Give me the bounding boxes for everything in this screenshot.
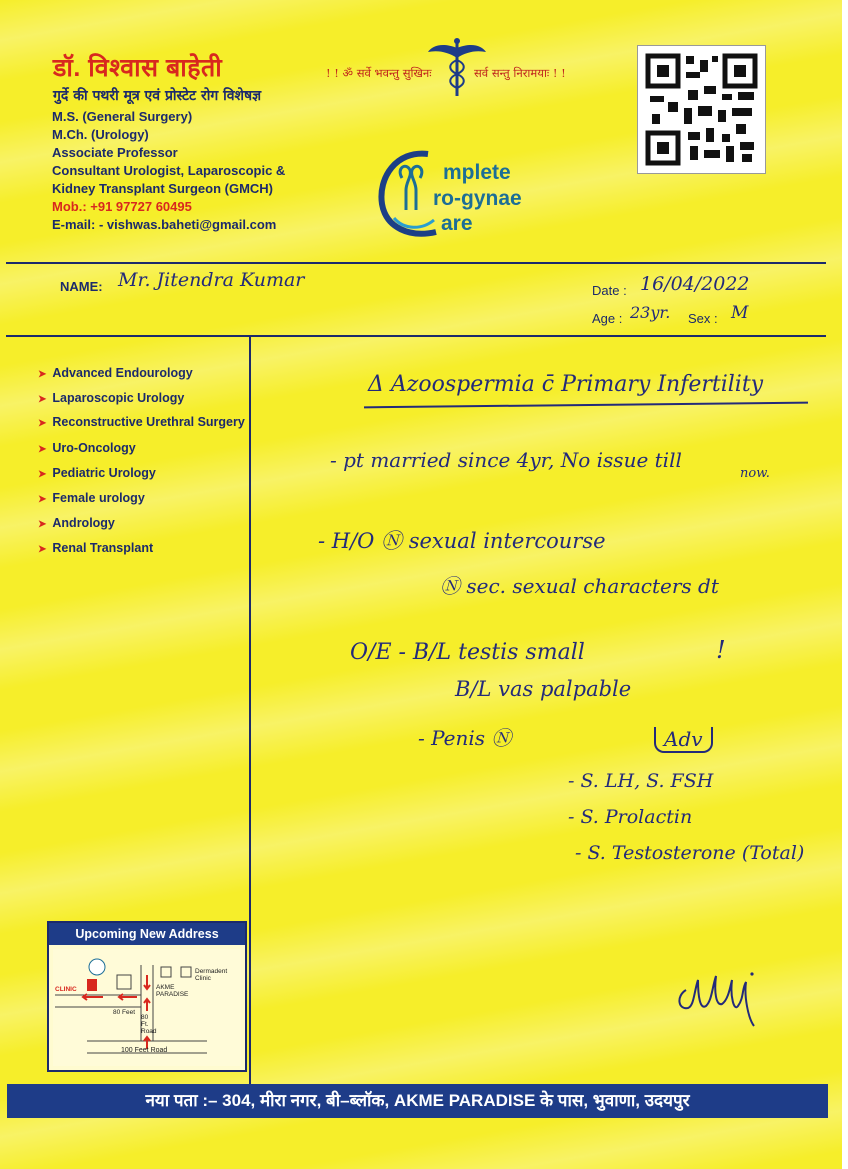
doctor-specialty-hindi: गुर्दे की पथरी मूत्र एवं प्रोस्टेट रोग विशेषज्ञ	[53, 88, 262, 104]
qualification-ms: M.S. (General Surgery)	[52, 109, 193, 124]
transplant-line: Kidney Transplant Surgeon (GMCH)	[52, 181, 274, 196]
doctor-name: डॉ. विश्वास बाहेती	[53, 54, 223, 82]
qr-code	[637, 45, 766, 174]
arrow-icon: ➤	[38, 444, 47, 455]
mobile-number: Mob.: +91 97727 60495	[52, 199, 192, 214]
qualification-mch: M.Ch. (Urology)	[52, 127, 149, 142]
service-item: ➤ Advanced Endourology	[38, 366, 193, 380]
upcoming-address-box	[47, 921, 247, 1072]
arrow-icon: ➤	[38, 519, 47, 530]
mantra-left: ! ! ॐ सर्वे भवन्तु सुखिनः	[326, 66, 432, 80]
logo-text-complete: mplete	[443, 161, 511, 184]
service-item: ➤ Reconstructive Urethral Surgery	[38, 415, 245, 429]
map-label-100feet: 100 Feet Road	[121, 1047, 168, 1054]
service-item: ➤ Laparoscopic Urology	[38, 391, 185, 405]
service-item: ➤ Pediatric Urology	[38, 466, 156, 480]
note-advice-lh-fsh: - S. LH, S. FSH	[568, 770, 714, 792]
sex-value: M	[731, 303, 749, 323]
age-value: 23yr.	[630, 303, 671, 322]
note-oe-testis: O/E - B/L testis small	[350, 640, 585, 665]
caduceus-icon	[426, 36, 488, 98]
date-label: Date :	[592, 283, 627, 298]
logo-text-care: are	[441, 212, 473, 235]
sex-label: Sex :	[688, 311, 718, 326]
service-item: ➤ Andrology	[38, 516, 115, 530]
note-diagnosis: Δ Azoospermia c̄ Primary Infertility	[368, 372, 764, 397]
note-advice-testosterone: - S. Testosterone (Total)	[575, 842, 805, 864]
arrow-icon: ➤	[38, 394, 47, 405]
header-divider	[6, 262, 826, 264]
note-advice-heading: Adv	[654, 727, 713, 753]
arrow-icon: ➤	[38, 544, 47, 555]
patient-divider	[6, 335, 826, 337]
designation: Associate Professor	[52, 145, 178, 160]
service-item: ➤ Uro-Oncology	[38, 441, 136, 455]
note-history-cont: now.	[740, 466, 770, 481]
note-history: - pt married since 4yr, No issue till	[330, 448, 682, 472]
name-label: NAME:	[60, 279, 103, 294]
footer-new-address: नया पता :– 304, मीरा नगर, बी–ब्लॉक, AKME PARADISE के पास, भुवाणा, उदयपुर	[7, 1084, 828, 1118]
note-sec-characters: Ⓝ sec. sexual characters dt	[440, 574, 719, 598]
email-address: E-mail: - vishwas.baheti@gmail.com	[52, 217, 277, 232]
note-advice-prolactin: - S. Prolactin	[568, 806, 693, 828]
address-box-title: Upcoming New Address	[49, 923, 245, 945]
date-value: 16/04/2022	[640, 273, 750, 295]
diagnosis-underline	[364, 402, 808, 409]
map-label-80feet: 80 Feet	[113, 1009, 136, 1016]
sidebar-divider	[249, 337, 251, 1084]
map-label-clinic: CLINIC	[55, 986, 77, 993]
patient-name: Mr. Jitendra Kumar	[118, 269, 305, 291]
arrow-icon: ➤	[38, 494, 47, 505]
arrow-icon: ➤	[38, 418, 47, 429]
map-label-80ft-road: 80 Ft. Road	[141, 1014, 157, 1035]
arrow-icon: ➤	[38, 369, 47, 380]
consultant-line: Consultant Urologist, Laparoscopic &	[52, 163, 286, 178]
service-item: ➤ Renal Transplant	[38, 541, 154, 555]
note-exclaim: !	[716, 636, 726, 664]
note-oe-vas: B/L vas palpable	[455, 677, 632, 701]
arrow-icon: ➤	[38, 469, 47, 480]
note-oe-penis: - Penis Ⓝ	[418, 726, 512, 750]
service-item: ➤ Female urology	[38, 491, 145, 505]
mantra-right: सर्व सन्तु निरामयाः ! !	[474, 66, 566, 80]
map-label-dermadent: Dermadent Clinic	[195, 968, 228, 982]
note-ho: - H/O Ⓝ sexual intercourse	[318, 529, 606, 553]
logo-text-urogynae: ro-gynae	[433, 187, 522, 210]
age-label: Age :	[592, 311, 623, 326]
doctor-signature	[672, 966, 768, 1036]
qr-code-icon	[638, 46, 765, 173]
map-label-akme: AKME PARADISE	[156, 984, 189, 998]
